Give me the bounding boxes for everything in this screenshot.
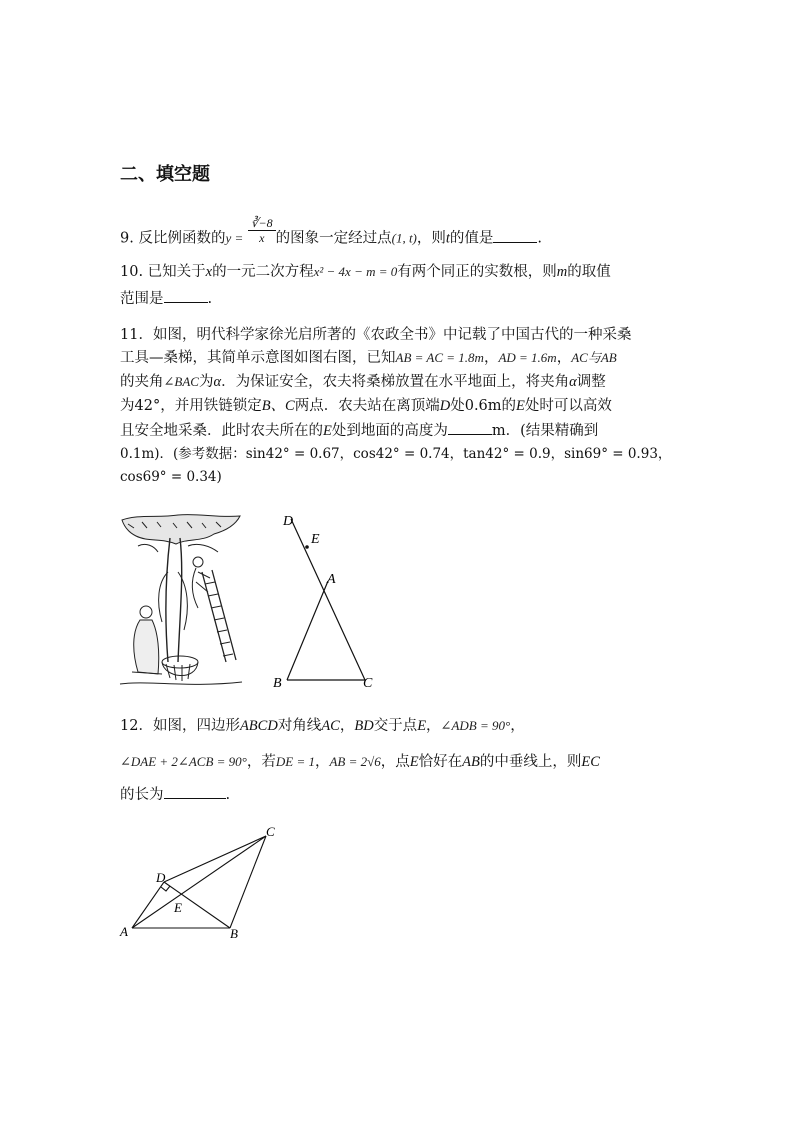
- q12-text: ，点: [380, 754, 410, 770]
- q11-label-c: C: [363, 676, 373, 691]
- q11-text: ．为保证安全，农夫将桑梯放置在水平地面上，将夹角: [221, 374, 570, 390]
- q12-text: ，: [426, 718, 441, 734]
- q10-var-x: x: [205, 264, 213, 280]
- q11-text: 处时可以高效: [524, 398, 612, 414]
- question-9: [120, 216, 543, 253]
- q12-text: 对角线: [277, 718, 322, 734]
- q12-right-angle-mark: [161, 886, 170, 891]
- q12-label-c: C: [266, 824, 275, 839]
- q11-label-e: E: [311, 532, 320, 547]
- q11-bc: B、C: [261, 398, 295, 414]
- q12-text: ，: [339, 718, 355, 734]
- q12-text: 恰好在: [418, 754, 463, 770]
- section-title: 二、填空题: [120, 164, 210, 185]
- q11-text: ，: [556, 350, 572, 366]
- q12-diagonal-ac: [132, 836, 266, 928]
- q12-abcd: ABCD: [239, 718, 278, 734]
- q11-line-da-c: [291, 519, 365, 680]
- q9-var-t: t: [445, 230, 450, 247]
- q11-text: 处到地面的高度为: [331, 423, 448, 439]
- question-11-line7: cos69° = 0.34): [120, 469, 222, 485]
- q12-side-da: [132, 882, 164, 928]
- q9-numerator: ∛−8: [248, 216, 276, 231]
- q11-ac-ab: AC与AB: [571, 350, 617, 365]
- q11-ad: AD = 1.6m: [498, 350, 557, 365]
- q12-text: ，: [510, 718, 525, 734]
- q11-text: ，: [483, 350, 499, 366]
- q11-text: 且安全地采桑．此时农夫所在的: [120, 423, 323, 439]
- q10-end: .: [207, 291, 213, 307]
- q12-text: 的长为: [120, 787, 164, 803]
- q9-text: 反比例函数的: [138, 230, 226, 247]
- q9-text: ，则: [416, 230, 446, 247]
- q11-alpha: α: [569, 374, 577, 390]
- q10-text: 有两个同正的实数根，则: [397, 264, 557, 280]
- q11-text: m．(结果精确到: [491, 423, 599, 439]
- q12-ac: AC: [321, 718, 340, 734]
- question-12-line3: [120, 784, 230, 805]
- q12-ab-value: AB = 2√6: [329, 754, 381, 769]
- q11-answer-blank: [448, 420, 492, 435]
- q9-answer-blank: [493, 228, 537, 243]
- q11-text: 的夹角: [120, 374, 164, 390]
- question-11-line4: [120, 396, 612, 416]
- q11-e: E: [323, 423, 332, 439]
- q11-alpha: α: [213, 374, 222, 390]
- q12-label-b: B: [230, 926, 238, 941]
- q12-e: E: [409, 754, 419, 770]
- question-11-line2: [120, 348, 617, 368]
- q9-text: 的图象一定经过点: [275, 230, 392, 247]
- q9-end: .: [537, 230, 543, 247]
- q11-text: 调整: [576, 374, 606, 390]
- q12-angle-expr: ∠DAE + 2∠ACB = 90°: [120, 754, 247, 769]
- q11-label-a: A: [327, 572, 336, 587]
- question-12-line2: [120, 752, 600, 772]
- q12-label-e: E: [174, 900, 182, 915]
- q12-e: E: [417, 718, 427, 734]
- q11-line-ab: [287, 581, 328, 680]
- q11-label-b: B: [273, 676, 282, 691]
- q10-var-m: m: [556, 264, 568, 280]
- q12-ec: EC: [581, 754, 600, 770]
- q11-triangle-figure: [265, 505, 385, 695]
- q12-text: 的中垂线上，则: [479, 754, 582, 770]
- question-11-line1: 11．如图，明代科学家徐光启所著的《农政全书》中记载了中国古代的一种采桑: [120, 327, 632, 343]
- q12-label-d: D: [156, 870, 166, 885]
- q10-answer-blank: [164, 288, 208, 303]
- q10-text: 10. 已知关于: [120, 264, 206, 280]
- question-12-line1: [120, 716, 525, 736]
- q9-number: 9.: [120, 230, 134, 247]
- q11-d: D: [439, 398, 451, 414]
- q12-text: 12．如图，四边形: [120, 718, 240, 734]
- q11-text: 为: [198, 374, 214, 390]
- q10-text: 范围是: [120, 291, 164, 307]
- q11-text: 为42°，并用铁链锁定: [120, 398, 262, 414]
- q11-text: 工具—桑梯，其简单示意图如图右图，已知: [120, 350, 396, 366]
- q12-text: ，: [314, 754, 330, 770]
- q11-text: 处0.6m的: [450, 398, 517, 414]
- q11-angle-bac: ∠BAC: [163, 374, 199, 389]
- q12-answer-blank: [164, 784, 226, 799]
- q12-angle-adb: ∠ADB = 90°: [440, 718, 511, 733]
- q9-text: 的值是: [449, 230, 494, 247]
- q10-equation: x² − 4x − m = 0: [313, 264, 398, 279]
- q12-ab: AB: [462, 754, 480, 770]
- q12-end: .: [225, 787, 231, 803]
- q11-label-d: D: [283, 514, 294, 529]
- q12-text: ，若: [246, 754, 276, 770]
- q12-text: 交于点: [373, 718, 418, 734]
- q9-fraction: [248, 216, 276, 245]
- q12-label-a: A: [120, 924, 128, 939]
- q11-point-e: [305, 545, 309, 549]
- q12-de: DE = 1: [275, 754, 315, 769]
- mulberry-ladder-illustration: [118, 512, 246, 692]
- q11-e: E: [516, 398, 525, 414]
- q12-quadrilateral-figure: [118, 822, 288, 942]
- q10-text: 的一元二次方程: [212, 264, 314, 280]
- q10-text: 的取值: [567, 264, 611, 280]
- q11-ab-ac: AB = AC = 1.8m: [395, 350, 484, 365]
- q9-denominator: x: [259, 231, 265, 245]
- q12-bd: BD: [354, 718, 374, 734]
- question-11-line6: 0.1m)．(参考数据：sin42° = 0.67，cos42° = 0.74，tan42° = 0.9，sin69° = 0.93，: [120, 446, 672, 462]
- question-11-line3: [120, 372, 606, 392]
- q11-text: 两点．农夫站在离顶端: [294, 398, 440, 414]
- question-10-line2: [120, 288, 212, 309]
- question-11-line5: [120, 420, 598, 441]
- q9-y-eq: y =: [225, 230, 244, 246]
- q9-point: (1, t): [391, 230, 417, 246]
- question-10-line1: [120, 262, 611, 282]
